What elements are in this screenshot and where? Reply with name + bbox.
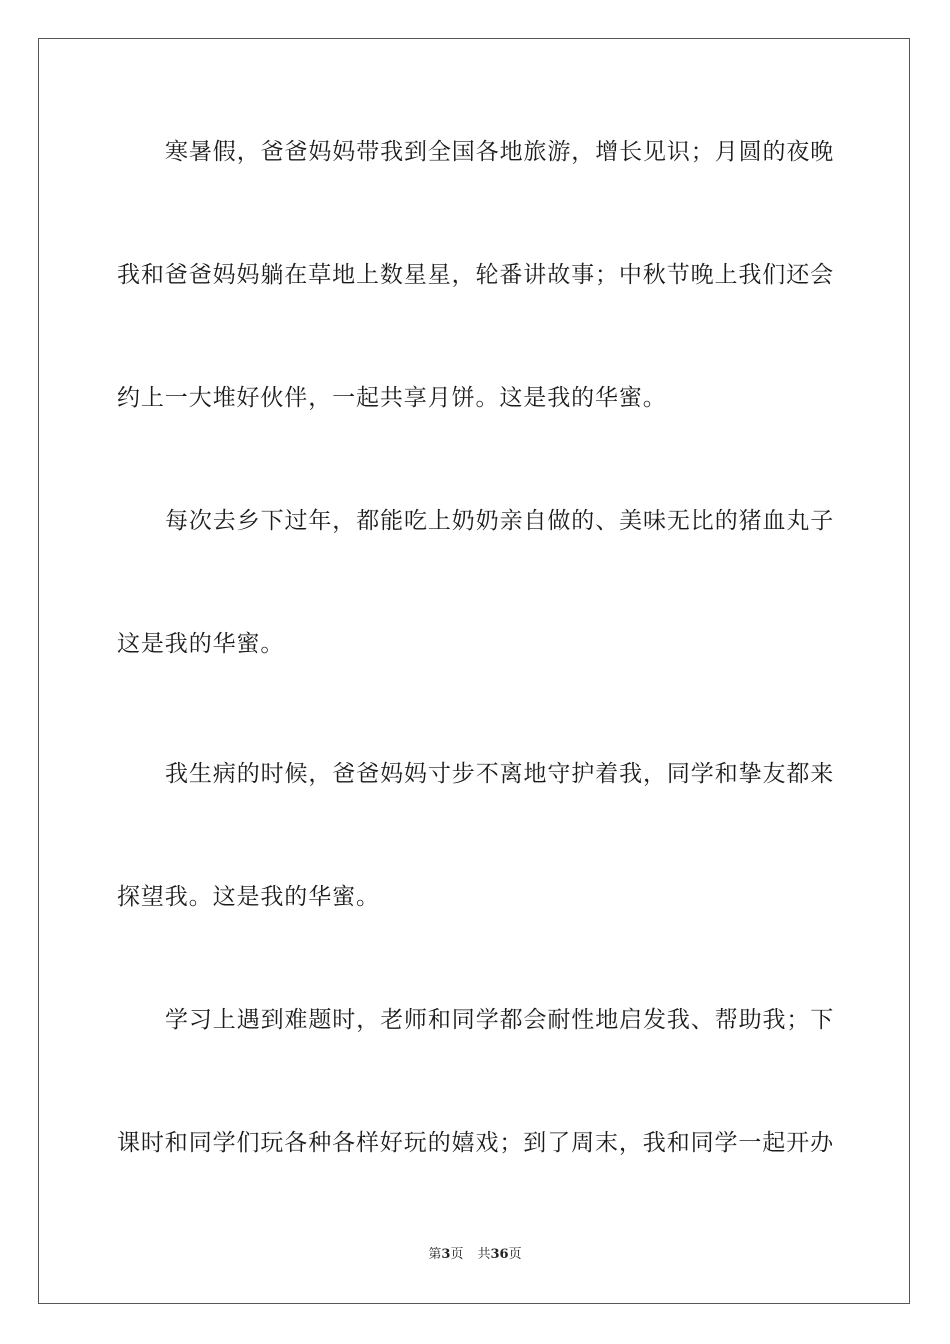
page-border [38,38,910,1304]
paragraph-1-line-3: 约上一大堆好伙伴，一起共享月饼。这是我的华蜜。 [117,385,667,411]
page-total-prefix: 共 [477,1247,491,1262]
paragraph-4-line-2: 课时和同学们玩各种各样好玩的嬉戏；到了周末，我和同学一起开办 [117,1130,834,1156]
page-footer [0,1246,950,1264]
paragraph-2-line-1: 每次去乡下过年，都能吃上奶奶亲自做的、美味无比的猪血丸子 [165,508,835,534]
paragraph-4-line-1: 学习上遇到难题时，老师和同学都会耐性地启发我、帮助我；下 [165,1007,835,1033]
page-number-prefix: 第 [428,1247,442,1262]
paragraph-3-line-2: 探望我。这是我的华蜜。 [117,884,380,910]
paragraph-1-line-1: 寒暑假，爸爸妈妈带我到全国各地旅游，增长见识；月圆的夜晚 [165,139,835,165]
paragraph-1-line-2: 我和爸爸妈妈躺在草地上数星星，轮番讲故事；中秋节晚上我们还会 [117,262,834,288]
page-number-current: 3 [441,1247,451,1262]
page-total-count: 36 [490,1247,509,1262]
paragraph-2-line-2: 这是我的华蜜。 [117,631,285,657]
page-number-suffix: 页 [450,1247,464,1262]
page-total-suffix: 页 [508,1247,522,1262]
paragraph-3-line-1: 我生病的时候，爸爸妈妈寸步不离地守护着我，同学和挚友都来 [165,761,835,787]
